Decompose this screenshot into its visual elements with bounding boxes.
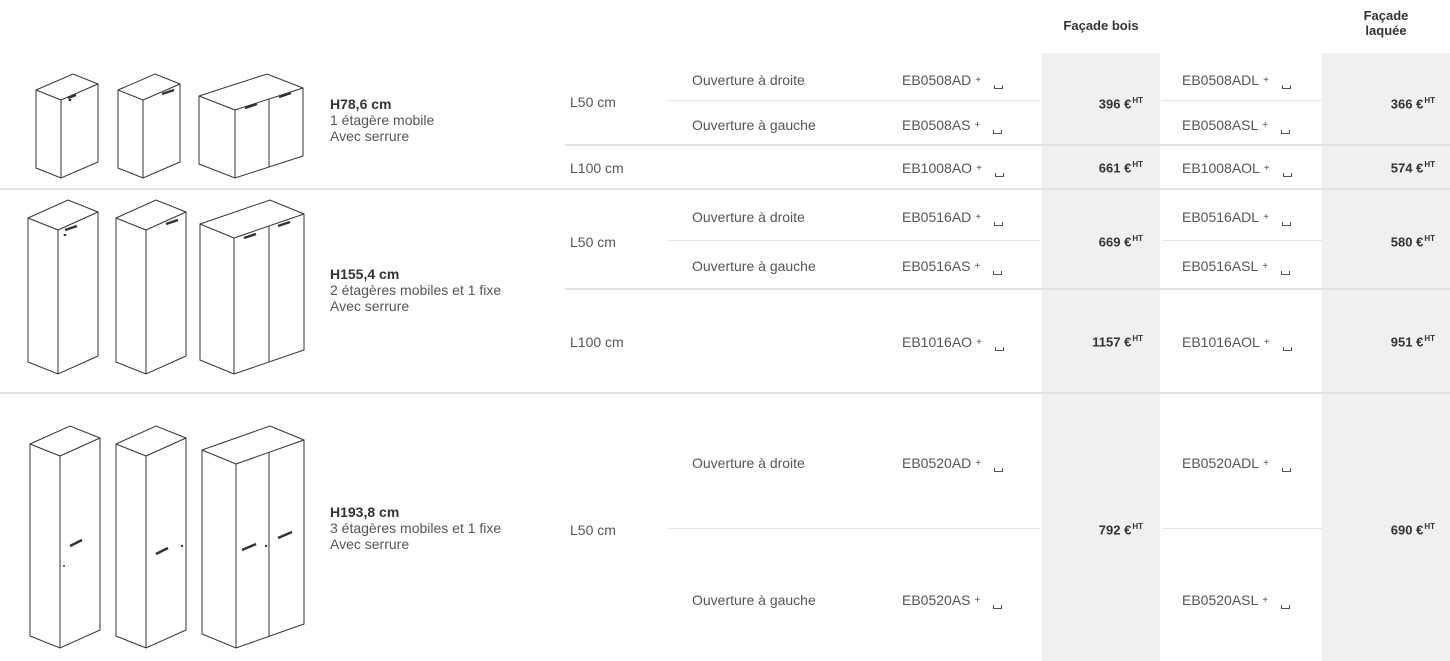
ref-bois[interactable]: EB0516AS + xyxy=(902,258,980,274)
opening-label: Ouverture à droite xyxy=(692,209,805,225)
ref-code: EB0516AS xyxy=(902,258,971,274)
header-facade-bois: Façade bois xyxy=(1063,18,1139,33)
ref-code: EB0508AD xyxy=(902,72,972,88)
price-suffix: HT xyxy=(1424,234,1435,243)
ref-laquee[interactable]: EB0508ASL + xyxy=(1182,117,1268,133)
price-suffix: HT xyxy=(1424,334,1435,343)
cabinet-tall-single-right-illustration xyxy=(110,422,194,654)
cabinet-small-single-right-illustration xyxy=(110,70,185,180)
price-value: 1157 € xyxy=(1092,334,1132,350)
option-divider xyxy=(668,528,1040,529)
ref-bois[interactable]: EB0508AD + xyxy=(902,72,981,88)
ref-code: EB0520AD xyxy=(902,455,972,471)
height-label: H78,6 cm xyxy=(330,96,392,112)
ref-code: EB0508AS xyxy=(902,117,971,133)
price-laquee xyxy=(1391,234,1435,249)
price-value: 580 € xyxy=(1390,234,1424,250)
add-to-cart-icon[interactable] xyxy=(1282,468,1291,472)
price-bois xyxy=(1099,96,1143,111)
ref-laquee[interactable]: EB0520ADL + xyxy=(1182,455,1269,471)
cabinet-small-single-left-illustration xyxy=(28,70,103,180)
add-to-cart-icon[interactable] xyxy=(1282,85,1291,89)
opening-label: Ouverture à gauche xyxy=(692,117,816,133)
price-laquee xyxy=(1391,160,1435,175)
header-facade-laquee: Façade laquée xyxy=(1363,8,1409,38)
opening-label: Ouverture à gauche xyxy=(692,592,816,608)
cabinet-small-double-illustration xyxy=(195,70,310,180)
add-to-cart-icon[interactable] xyxy=(995,347,1004,351)
add-to-cart-icon[interactable] xyxy=(1281,605,1290,609)
ref-code: EB0520ADL xyxy=(1182,455,1260,471)
ref-code: EB0516ASL xyxy=(1182,258,1259,274)
price-bois xyxy=(1092,334,1143,349)
ref-code: EB1008AO xyxy=(902,160,973,176)
price-suffix: HT xyxy=(1424,160,1435,169)
ref-code: EB1016AOL xyxy=(1182,334,1260,350)
ref-laquee[interactable]: EB0520ASL + xyxy=(1182,592,1268,608)
price-laquee xyxy=(1391,334,1435,349)
cabinet-medium-single-right-illustration xyxy=(108,196,193,380)
cabinet-tall-double-illustration xyxy=(198,422,310,654)
price-value: 574 € xyxy=(1390,160,1424,176)
price-bois xyxy=(1099,522,1143,537)
group-1-description xyxy=(330,96,434,144)
option-divider xyxy=(1162,528,1322,529)
price-suffix: HT xyxy=(1424,96,1435,105)
width-label: L50 cm xyxy=(570,522,616,538)
add-to-cart-icon[interactable] xyxy=(993,130,1002,134)
group-divider xyxy=(0,392,1450,394)
ref-bois[interactable]: EB0508AS + xyxy=(902,117,980,133)
price-value: 396 € xyxy=(1098,96,1132,112)
ref-laquee[interactable]: EB0516ASL + xyxy=(1182,258,1268,274)
option-divider xyxy=(668,240,1040,241)
cabinet-tall-single-left-illustration xyxy=(24,422,108,654)
price-suffix: HT xyxy=(1132,522,1143,531)
price-suffix: HT xyxy=(1132,234,1143,243)
shelves-label: 3 étagères mobiles et 1 fixe xyxy=(330,520,502,536)
option-divider xyxy=(1162,100,1322,101)
price-suffix: HT xyxy=(1132,96,1143,105)
add-to-cart-icon[interactable] xyxy=(1283,347,1292,351)
ref-laquee[interactable]: EB0516ADL + xyxy=(1182,209,1269,225)
width-label: L50 cm xyxy=(570,94,616,110)
group-2-description xyxy=(330,266,501,314)
price-bois xyxy=(1099,234,1143,249)
price-suffix: HT xyxy=(1424,522,1435,531)
ref-laquee[interactable]: EB1008AOL + xyxy=(1182,160,1270,176)
ref-laquee[interactable]: EB0508ADL + xyxy=(1182,72,1269,88)
ref-code: EB0520ASL xyxy=(1182,592,1259,608)
ref-code: EB0516ADL xyxy=(1182,209,1260,225)
ref-code: EB0508ASL xyxy=(1182,117,1259,133)
width-label: L50 cm xyxy=(570,234,616,250)
price-value: 951 € xyxy=(1390,334,1424,350)
price-value: 661 € xyxy=(1098,160,1132,176)
ref-code: EB0508ADL xyxy=(1182,72,1260,88)
ref-code: EB0520AS xyxy=(902,592,971,608)
price-value: 690 € xyxy=(1390,522,1424,538)
cabinet-medium-double-illustration xyxy=(196,196,311,380)
add-to-cart-icon[interactable] xyxy=(1282,222,1291,226)
option-divider xyxy=(1162,240,1322,241)
add-to-cart-icon[interactable] xyxy=(995,173,1004,177)
width-label: L100 cm xyxy=(570,160,624,176)
add-to-cart-icon[interactable] xyxy=(994,468,1003,472)
add-to-cart-icon[interactable] xyxy=(1281,271,1290,275)
ref-code: EB1016AO xyxy=(902,334,973,350)
opening-label: Ouverture à droite xyxy=(692,455,805,471)
shelves-label: 1 étagère mobile xyxy=(330,112,435,128)
group-divider xyxy=(0,188,1450,190)
ref-bois[interactable]: EB1008AO + xyxy=(902,160,982,176)
group-3-description xyxy=(330,504,501,552)
opening-label: Ouverture à droite xyxy=(692,72,805,88)
width-divider xyxy=(565,144,1450,146)
shelves-label: 2 étagères mobiles et 1 fixe xyxy=(330,282,502,298)
add-to-cart-icon[interactable] xyxy=(1283,173,1292,177)
add-to-cart-icon[interactable] xyxy=(993,605,1002,609)
price-laquee xyxy=(1391,522,1435,537)
price-suffix: HT xyxy=(1132,160,1143,169)
option-divider xyxy=(668,100,1040,101)
width-label: L100 cm xyxy=(570,334,624,350)
add-to-cart-icon[interactable] xyxy=(994,222,1003,226)
add-to-cart-icon[interactable] xyxy=(1281,130,1290,134)
price-value: 669 € xyxy=(1098,234,1132,250)
price-laquee xyxy=(1391,96,1435,111)
ref-bois[interactable]: EB0516AD + xyxy=(902,209,981,225)
cabinet-medium-single-left-illustration xyxy=(20,196,105,380)
lock-label: Avec serrure xyxy=(330,536,410,552)
price-suffix: HT xyxy=(1132,334,1143,343)
price-value: 366 € xyxy=(1390,96,1424,112)
ref-code: EB1008AOL xyxy=(1182,160,1260,176)
lock-label: Avec serrure xyxy=(330,128,410,144)
ref-bois[interactable]: EB1016AO + xyxy=(902,334,982,350)
add-to-cart-icon[interactable] xyxy=(994,85,1003,89)
price-value: 792 € xyxy=(1098,522,1132,538)
ref-code: EB0516AD xyxy=(902,209,972,225)
height-label: H155,4 cm xyxy=(330,266,400,282)
add-to-cart-icon[interactable] xyxy=(993,271,1002,275)
ref-laquee[interactable]: EB1016AOL + xyxy=(1182,334,1270,350)
ref-bois[interactable]: EB0520AS + xyxy=(902,592,980,608)
ref-bois[interactable]: EB0520AD + xyxy=(902,455,981,471)
lock-label: Avec serrure xyxy=(330,298,410,314)
height-label: H193,8 cm xyxy=(330,504,400,520)
price-bois xyxy=(1099,160,1143,175)
opening-label: Ouverture à gauche xyxy=(692,258,816,274)
width-divider xyxy=(565,288,1450,290)
